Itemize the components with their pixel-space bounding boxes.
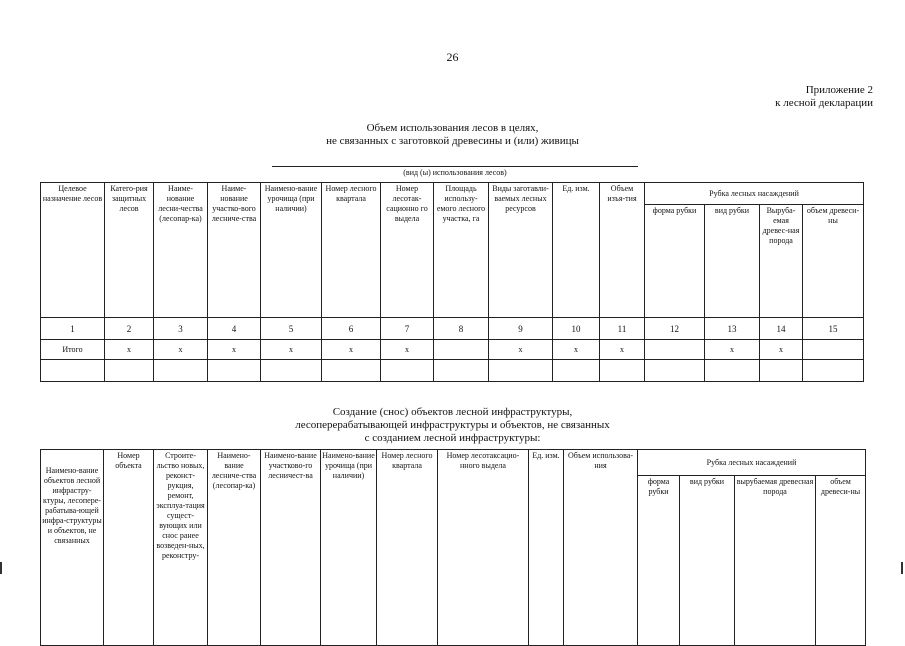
total-row-cell: x — [600, 340, 645, 360]
header-withdrawal-volume: Объем изъя-тия — [600, 183, 645, 318]
column-number: 3 — [154, 318, 208, 340]
header-quarter-number: Номер лесного квартала — [377, 450, 438, 646]
column-number: 8 — [434, 318, 489, 340]
header-quarter-number: Номер лесного квартала — [322, 183, 381, 318]
scan-edge-mark — [901, 562, 903, 574]
total-row-cell — [645, 340, 705, 360]
empty-cell — [154, 360, 208, 382]
header-protective-category: Катего-рия защитных лесов — [105, 183, 154, 318]
section-title-infrastructure-line-2: лесоперерабатывающей инфраструктуры и объектов, не связанных — [295, 419, 610, 431]
section-title-usage-line-2: не связанных с заготовкой древесины и (или) живицы — [326, 135, 579, 147]
appendix-line-1: Приложение 2 — [805, 84, 873, 96]
header-unit: Ед. изм. — [553, 183, 600, 318]
column-number: 6 — [322, 318, 381, 340]
header-felling-group: Рубка лесных насаждений — [638, 450, 866, 476]
header-construction-type: Строите-льство новых, реконст-рукция, ремонт, эксплуа-тация сущест-вующих или снос ранее возведен-ных, реконстру- — [154, 450, 208, 646]
infrastructure-table — [40, 449, 866, 646]
total-row-cell: x — [760, 340, 803, 360]
section-title-usage-line-1: Объем использования лесов в целях, — [366, 122, 539, 134]
total-row-cell: x — [105, 340, 154, 360]
header-district-forestry: Наиме-нование участко-вого лесниче-ства — [208, 183, 261, 318]
subheader-wood-volume: объем древеси-ны — [816, 476, 866, 646]
appendix-line-2: к лесной декларации — [775, 97, 873, 109]
column-number: 7 — [381, 318, 434, 340]
subheader-tree-species: вырубаемая древесная порода — [735, 476, 816, 646]
page-number: 26 — [446, 50, 459, 64]
appendix-reference — [775, 84, 873, 110]
header-allotment-number: Номер лесотаксацио-нного выдела — [438, 450, 529, 646]
header-purpose: Целевое назначение лесов — [41, 183, 105, 318]
usage-volume-table — [40, 182, 864, 382]
empty-cell — [553, 360, 600, 382]
header-felling-group: Рубка лесных насаждений — [645, 183, 864, 205]
section-title-infrastructure-line-3: с созданием лесной инфраструктуры: — [364, 432, 541, 444]
header-allotment-number: Номер лесотак-сационно го выдела — [381, 183, 434, 318]
column-number: 1 — [41, 318, 105, 340]
column-number: 15 — [803, 318, 864, 340]
empty-cell — [208, 360, 261, 382]
empty-cell — [261, 360, 322, 382]
total-row-cell: x — [322, 340, 381, 360]
total-row-cell: x — [489, 340, 553, 360]
fill-in-line — [272, 166, 638, 167]
column-number: 2 — [105, 318, 154, 340]
header-tract-name: Наимено-вание урочища (при наличии) — [261, 183, 322, 318]
header-forestry-name: Наиме-нование лесни-чества (лесопар-ка) — [154, 183, 208, 318]
header-district-forestry: Наимено-вание участково-го лесничест-ва — [261, 450, 321, 646]
total-row-cell — [803, 340, 864, 360]
empty-cell — [105, 360, 154, 382]
subheader-felling-form: форма рубки — [645, 205, 705, 318]
column-number: 14 — [760, 318, 803, 340]
scan-edge-mark — [0, 562, 2, 574]
total-row-cell: x — [261, 340, 322, 360]
empty-cell — [322, 360, 381, 382]
header-resource-types: Виды заготавли-ваемых лесных ресурсов — [489, 183, 553, 318]
column-number: 12 — [645, 318, 705, 340]
total-row-cell: x — [381, 340, 434, 360]
empty-cell — [645, 360, 705, 382]
subheader-wood-volume: объем древеси-ны — [803, 205, 864, 318]
total-row-cell: x — [553, 340, 600, 360]
subheader-felling-form: форма рубки — [638, 476, 680, 646]
column-number: 11 — [600, 318, 645, 340]
column-number: 5 — [261, 318, 322, 340]
section-title-infrastructure-line-1: Создание (снос) объектов лесной инфраструктуры, — [332, 406, 573, 418]
total-row-cell: x — [705, 340, 760, 360]
empty-cell — [600, 360, 645, 382]
column-number: 10 — [553, 318, 600, 340]
total-row-cell: x — [154, 340, 208, 360]
empty-cell — [41, 360, 105, 382]
subheader-felling-type: вид рубки — [705, 205, 760, 318]
empty-cell — [434, 360, 489, 382]
header-forestry-name: Наимено-вание лесниче-ства (лесопар-ка) — [208, 450, 261, 646]
header-object-number: Номер объекта — [104, 450, 154, 646]
empty-cell — [705, 360, 760, 382]
subheader-tree-species: Выруба-емая древес-ная порода — [760, 205, 803, 318]
header-usage-volume: Объем использова-ния — [564, 450, 638, 646]
column-number: 4 — [208, 318, 261, 340]
column-number: 13 — [705, 318, 760, 340]
empty-cell — [760, 360, 803, 382]
total-row-cell: x — [208, 340, 261, 360]
empty-cell — [489, 360, 553, 382]
header-unit: Ед. изм. — [529, 450, 564, 646]
usage-type-caption: (вид (ы) использования лесов) — [403, 168, 507, 177]
header-infrastructure-object: Наимено-вание объектов лесной инфрастру-ктуры, лесопере-рабатыва-ющей инфра-структуры и объектов, не связанных — [41, 450, 104, 646]
total-row-label: Итого — [41, 340, 105, 360]
section-title-infrastructure — [0, 406, 905, 445]
section-title-usage — [0, 122, 905, 148]
column-number: 9 — [489, 318, 553, 340]
header-tract-name: Наимено-вание урочища (при наличии) — [321, 450, 377, 646]
subheader-felling-type: вид рубки — [680, 476, 735, 646]
empty-cell — [381, 360, 434, 382]
header-plot-area: Площадь использу-емого лесного участка, га — [434, 183, 489, 318]
empty-cell — [803, 360, 864, 382]
total-row-cell — [434, 340, 489, 360]
